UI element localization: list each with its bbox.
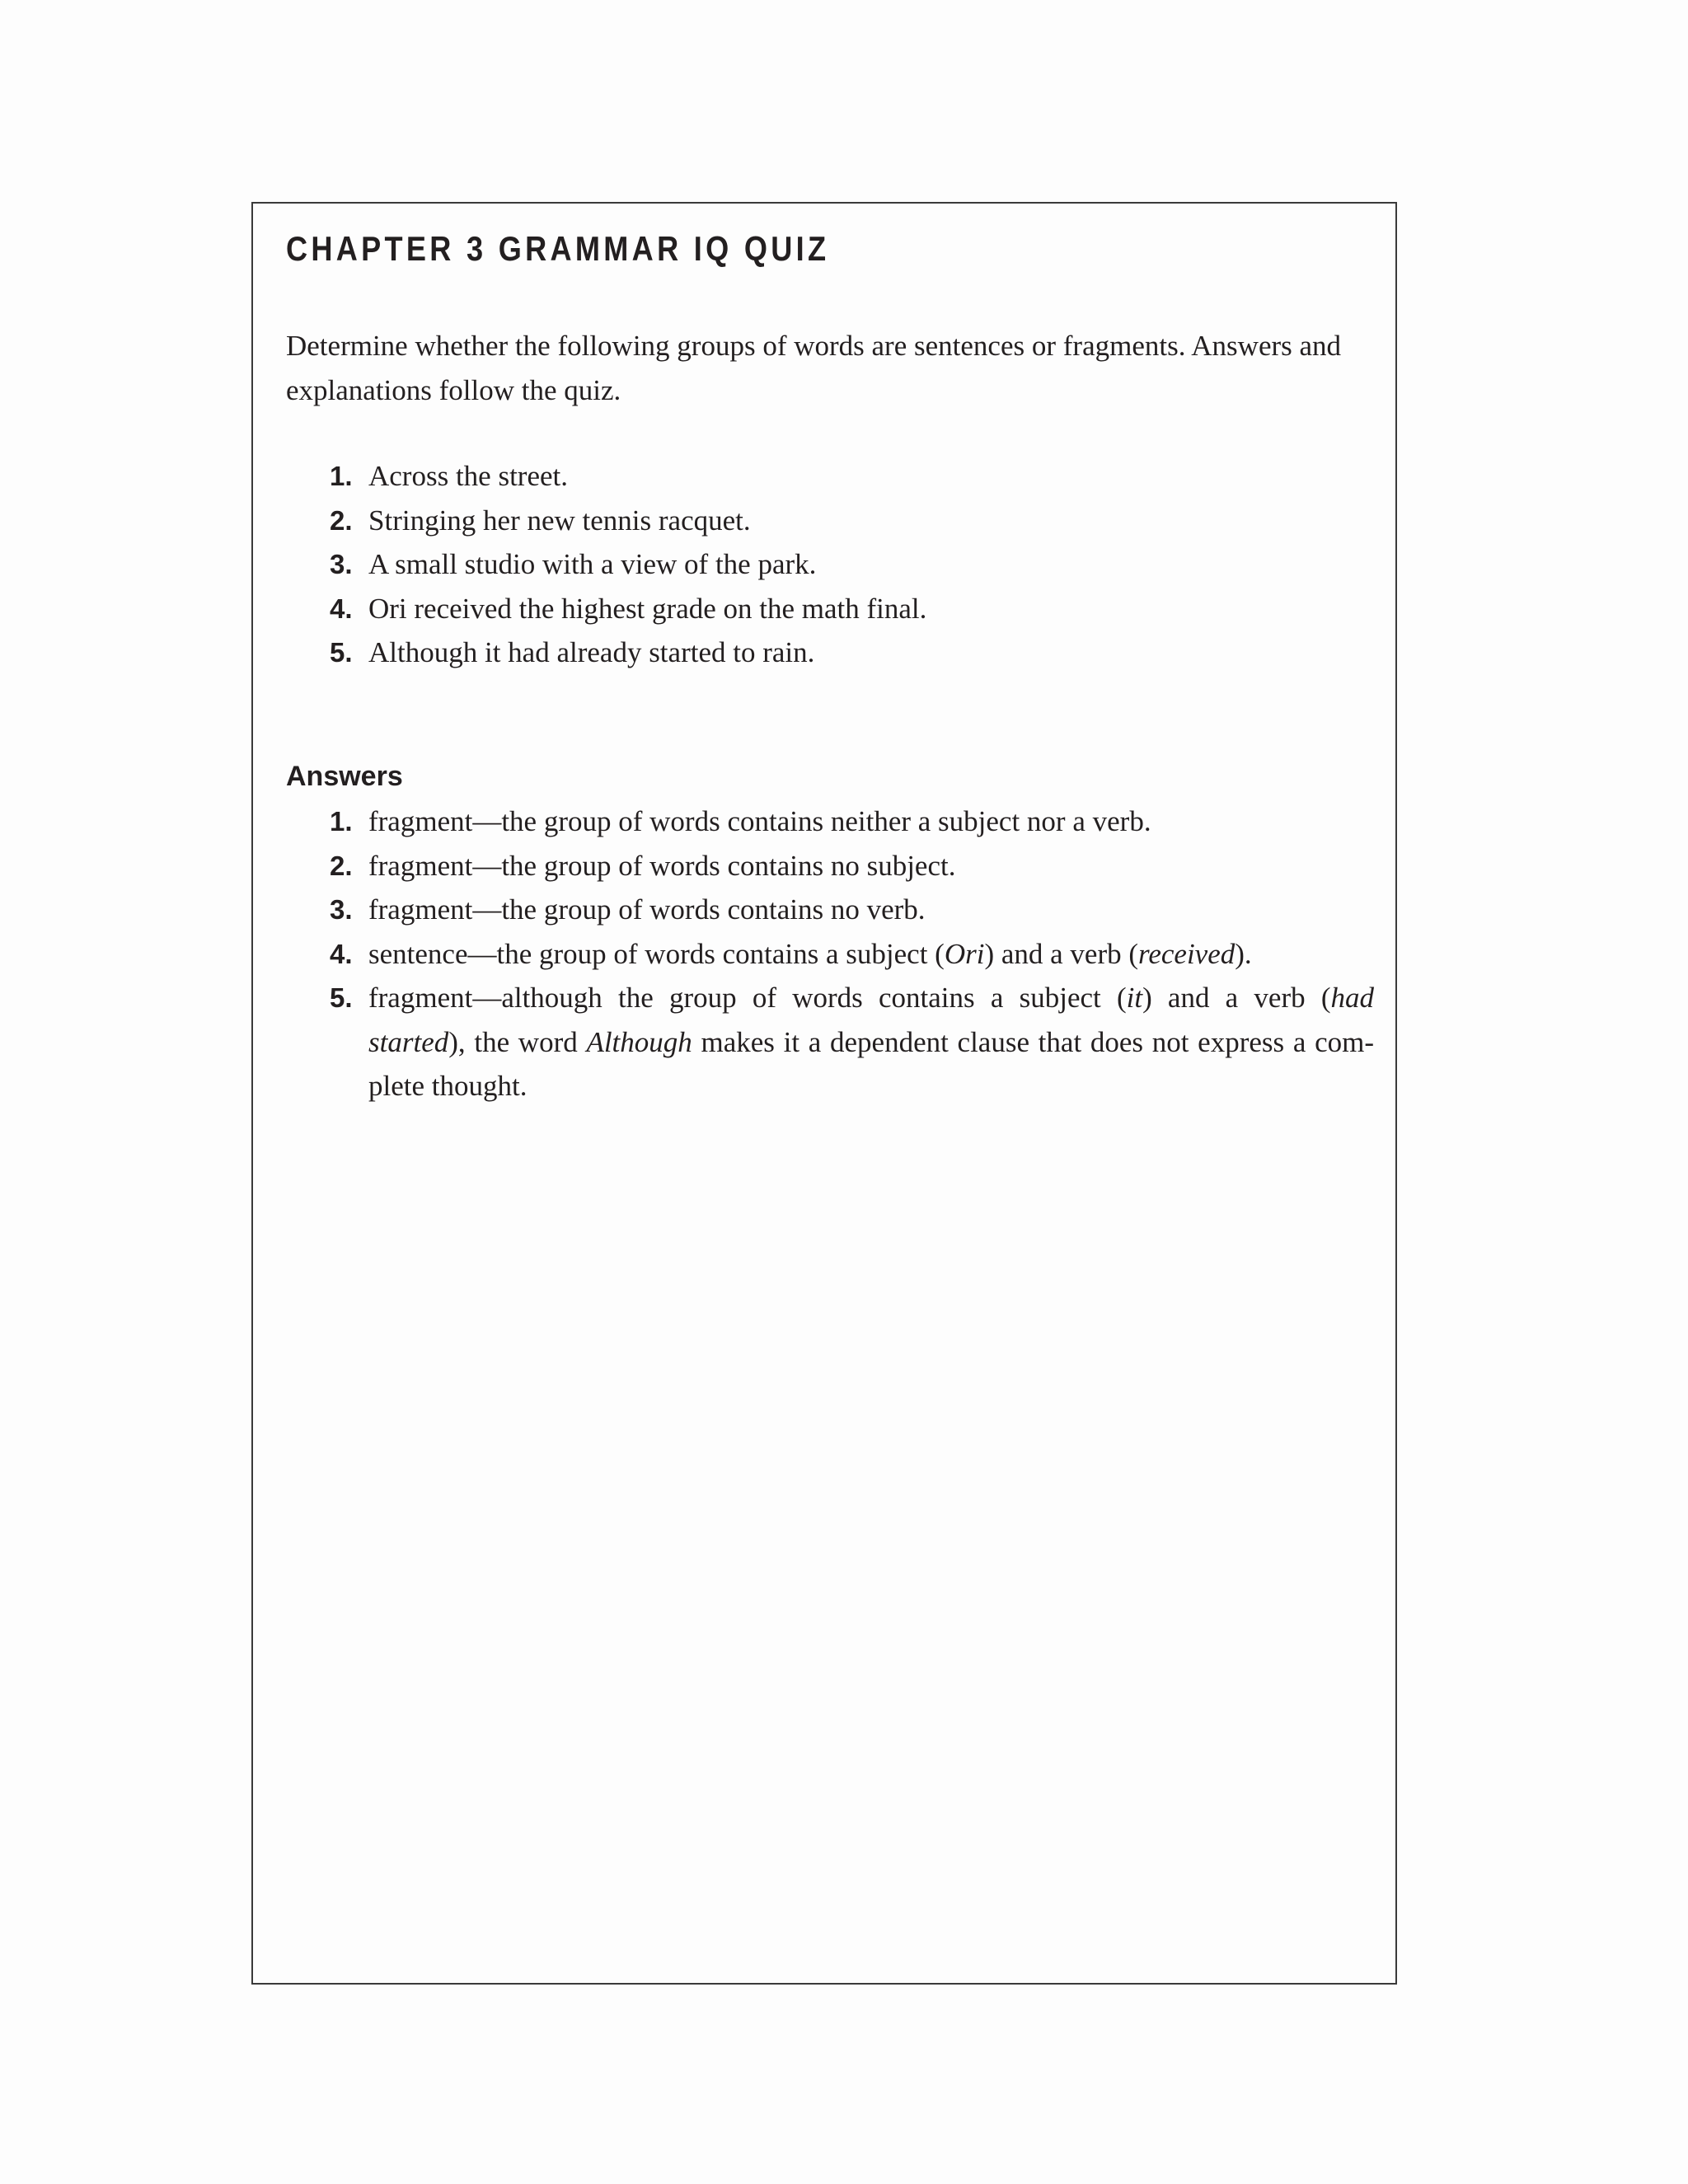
answer-text: fragment—the group of words contains no subject. <box>368 849 956 882</box>
answer-text-part: fragment—although the group of words contains a subject ( <box>368 982 1127 1014</box>
answer-text-part: ). <box>1235 937 1252 970</box>
question-number: 4. <box>330 593 353 624</box>
answer-text-part: sentence—the group of words contains a subject ( <box>368 937 945 970</box>
chapter-title: CHAPTER 3 GRAMMAR IQ QUIZ <box>286 229 830 268</box>
quiz-instructions: Determine whether the following groups of words are sentences or fragments. Answers and explanations follow the quiz. <box>286 330 1342 406</box>
question-item <box>330 587 1374 631</box>
answer-text-part: ) and a verb ( <box>1142 982 1331 1014</box>
answer-item <box>330 976 1374 1108</box>
answer-text-part: ) and a verb ( <box>984 937 1139 970</box>
answer-text-part: ), the word <box>448 1025 587 1058</box>
verb-term: received <box>1138 937 1236 970</box>
question-item <box>330 499 1374 543</box>
question-number: 5. <box>330 637 353 668</box>
answer-number: 1. <box>330 806 353 837</box>
subject-term: Ori <box>944 937 985 970</box>
question-number: 1. <box>330 461 353 491</box>
answer-number: 3. <box>330 894 353 925</box>
answer-item <box>330 799 1374 844</box>
answers-heading: Answers <box>286 761 403 792</box>
question-text: Although it had already started to rain. <box>368 636 815 668</box>
question-text: Ori received the highest grade on the math final. <box>368 592 927 625</box>
question-list <box>330 454 1374 675</box>
highlighted-word: Although <box>586 1025 692 1058</box>
question-text: Across the street. <box>368 460 569 492</box>
question-text: Stringing her new tennis racquet. <box>368 504 751 537</box>
verb-term: had started <box>368 982 1374 1058</box>
question-number: 3. <box>330 549 353 579</box>
question-number: 2. <box>330 504 353 536</box>
answer-number: 4. <box>330 938 353 969</box>
question-item <box>330 454 1374 499</box>
answer-item <box>330 844 1374 888</box>
question-item <box>330 630 1374 675</box>
answer-item <box>330 888 1374 932</box>
answer-number: 2. <box>330 850 353 881</box>
question-text: A small studio with a view of the park. <box>368 548 817 580</box>
answer-number: 5. <box>330 982 353 1013</box>
answer-text: fragment—the group of words contains no verb. <box>368 893 926 926</box>
answer-text-part: makes it a dependent clause that does not express a com-plete thought. <box>368 1025 1374 1102</box>
question-item <box>330 542 1374 587</box>
quiz-box <box>251 202 1397 1985</box>
answer-item <box>330 932 1374 977</box>
answer-list <box>330 799 1374 1108</box>
subject-term: it <box>1126 982 1143 1014</box>
answer-text: fragment—the group of words contains neither a subject nor a verb. <box>368 805 1151 837</box>
